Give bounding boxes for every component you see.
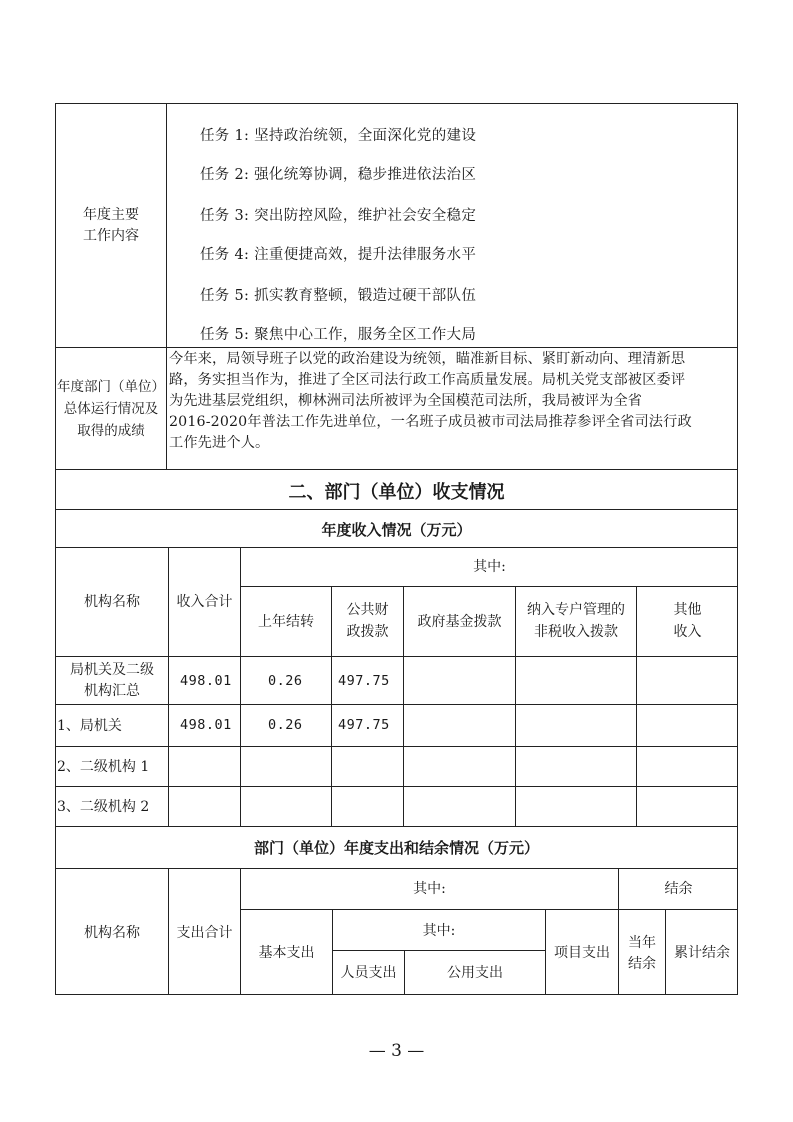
row-divider bbox=[240, 586, 738, 587]
task-item: 任务 4: 注重便捷高效，提升法律服务水平 bbox=[200, 247, 477, 263]
income-col-total: 收入合计 bbox=[176, 594, 233, 610]
income-col-nontax: 非税收入拨款 bbox=[534, 624, 618, 640]
income-row-prev: 0.26 bbox=[268, 717, 303, 733]
expense-col-current: 当年 bbox=[628, 935, 656, 951]
income-col-public: 公共财 bbox=[346, 602, 389, 618]
row-divider bbox=[55, 347, 738, 348]
row-divider bbox=[55, 868, 738, 869]
overall-paragraph-line: 2016-2020年普法工作先进单位，一名班子成员被市司法局推荐参评全省司法行政 bbox=[169, 414, 692, 430]
income-col-name: 机构名称 bbox=[84, 594, 140, 610]
income-col-other: 其他 bbox=[673, 602, 702, 618]
income-col-of-which: 其中: bbox=[473, 559, 506, 575]
expense-col-accum: 累计结余 bbox=[674, 945, 730, 961]
overall-label: 年度部门（单位） bbox=[57, 379, 165, 395]
expense-col-balance: 结余 bbox=[664, 881, 693, 897]
section-title: 二、部门（单位）收支情况 bbox=[288, 482, 505, 503]
col-divider bbox=[636, 586, 637, 826]
col-divider bbox=[515, 586, 516, 826]
income-row-name: 3、二级机构 2 bbox=[57, 799, 150, 815]
col-divider bbox=[240, 547, 241, 826]
income-col-nontax: 纳入专户管理的 bbox=[527, 602, 625, 618]
income-row-name: 局机关及二级 bbox=[70, 662, 154, 678]
income-col-public: 政拨款 bbox=[346, 624, 389, 640]
task-item: 任务 5: 聚焦中心工作，服务全区工作大局 bbox=[200, 327, 477, 343]
expense-col-total: 支出合计 bbox=[176, 925, 233, 941]
overall-label: 总体运行情况及 bbox=[63, 401, 159, 417]
row-divider bbox=[240, 909, 738, 910]
income-row-total: 498.01 bbox=[180, 717, 232, 733]
income-row-name: 2、二级机构 1 bbox=[57, 759, 150, 775]
row-divider bbox=[55, 509, 738, 510]
expense-col-personnel: 人员支出 bbox=[340, 965, 397, 981]
overall-label: 取得的成绩 bbox=[77, 423, 145, 439]
task-item: 任务 1: 坚持政治统领，全面深化党的建设 bbox=[200, 128, 477, 144]
col-divider bbox=[168, 547, 169, 826]
income-table-title: 年度收入情况（万元） bbox=[321, 521, 472, 539]
expense-col-name: 机构名称 bbox=[84, 925, 140, 941]
overall-paragraph-line: 路，务实担当作为，推进了全区司法行政工作高质量发展。局机关党支部被区委评 bbox=[169, 372, 686, 388]
income-col-gov-fund: 政府基金拨款 bbox=[417, 614, 502, 630]
task-item: 任务 2: 强化统筹协调，稳步推进依法治区 bbox=[200, 167, 477, 183]
expense-col-public-use: 公用支出 bbox=[447, 965, 503, 981]
task-item: 任务 5: 抓实教育整顿，锻造过硬干部队伍 bbox=[200, 288, 477, 304]
income-col-other: 收入 bbox=[673, 624, 702, 640]
income-row-public: 497.75 bbox=[338, 673, 390, 689]
col-divider bbox=[331, 586, 332, 826]
expense-table-title: 部门（单位）年度支出和结余情况（万元） bbox=[253, 839, 539, 857]
row-divider bbox=[55, 826, 738, 827]
income-row-public: 497.75 bbox=[338, 717, 390, 733]
row-divider bbox=[55, 469, 738, 470]
work-content-label: 年度主要 bbox=[83, 207, 139, 223]
row-divider bbox=[55, 547, 738, 548]
expense-col-of-which2: 其中: bbox=[422, 923, 456, 939]
row-divider bbox=[332, 950, 545, 951]
overall-paragraph-line: 为先进基层党组织，柳林洲司法所被评为全国模范司法所，我局被评为全省 bbox=[169, 393, 643, 409]
task-item: 任务 3: 突出防控风险，维护社会安全稳定 bbox=[200, 208, 477, 224]
overall-paragraph-line: 工作先进个人。 bbox=[169, 435, 270, 451]
income-row-name: 机构汇总 bbox=[84, 683, 140, 699]
expense-col-of-which: 其中: bbox=[413, 881, 446, 897]
income-row-prev: 0.26 bbox=[268, 673, 303, 689]
income-row-name: 1、局机关 bbox=[57, 718, 122, 734]
work-content-label: 工作内容 bbox=[83, 228, 139, 244]
income-col-prev-carry: 上年结转 bbox=[258, 614, 314, 630]
income-row-total: 498.01 bbox=[180, 673, 232, 689]
expense-col-project: 项目支出 bbox=[554, 945, 610, 961]
page-number: — 3 — bbox=[368, 1041, 425, 1061]
expense-col-basic: 基本支出 bbox=[258, 945, 315, 961]
overall-paragraph-line: 今年来，局领导班子以党的政治建设为统领，瞄准新目标、紧盯新动向、理清新思 bbox=[169, 351, 686, 367]
expense-col-current: 结余 bbox=[628, 956, 656, 972]
